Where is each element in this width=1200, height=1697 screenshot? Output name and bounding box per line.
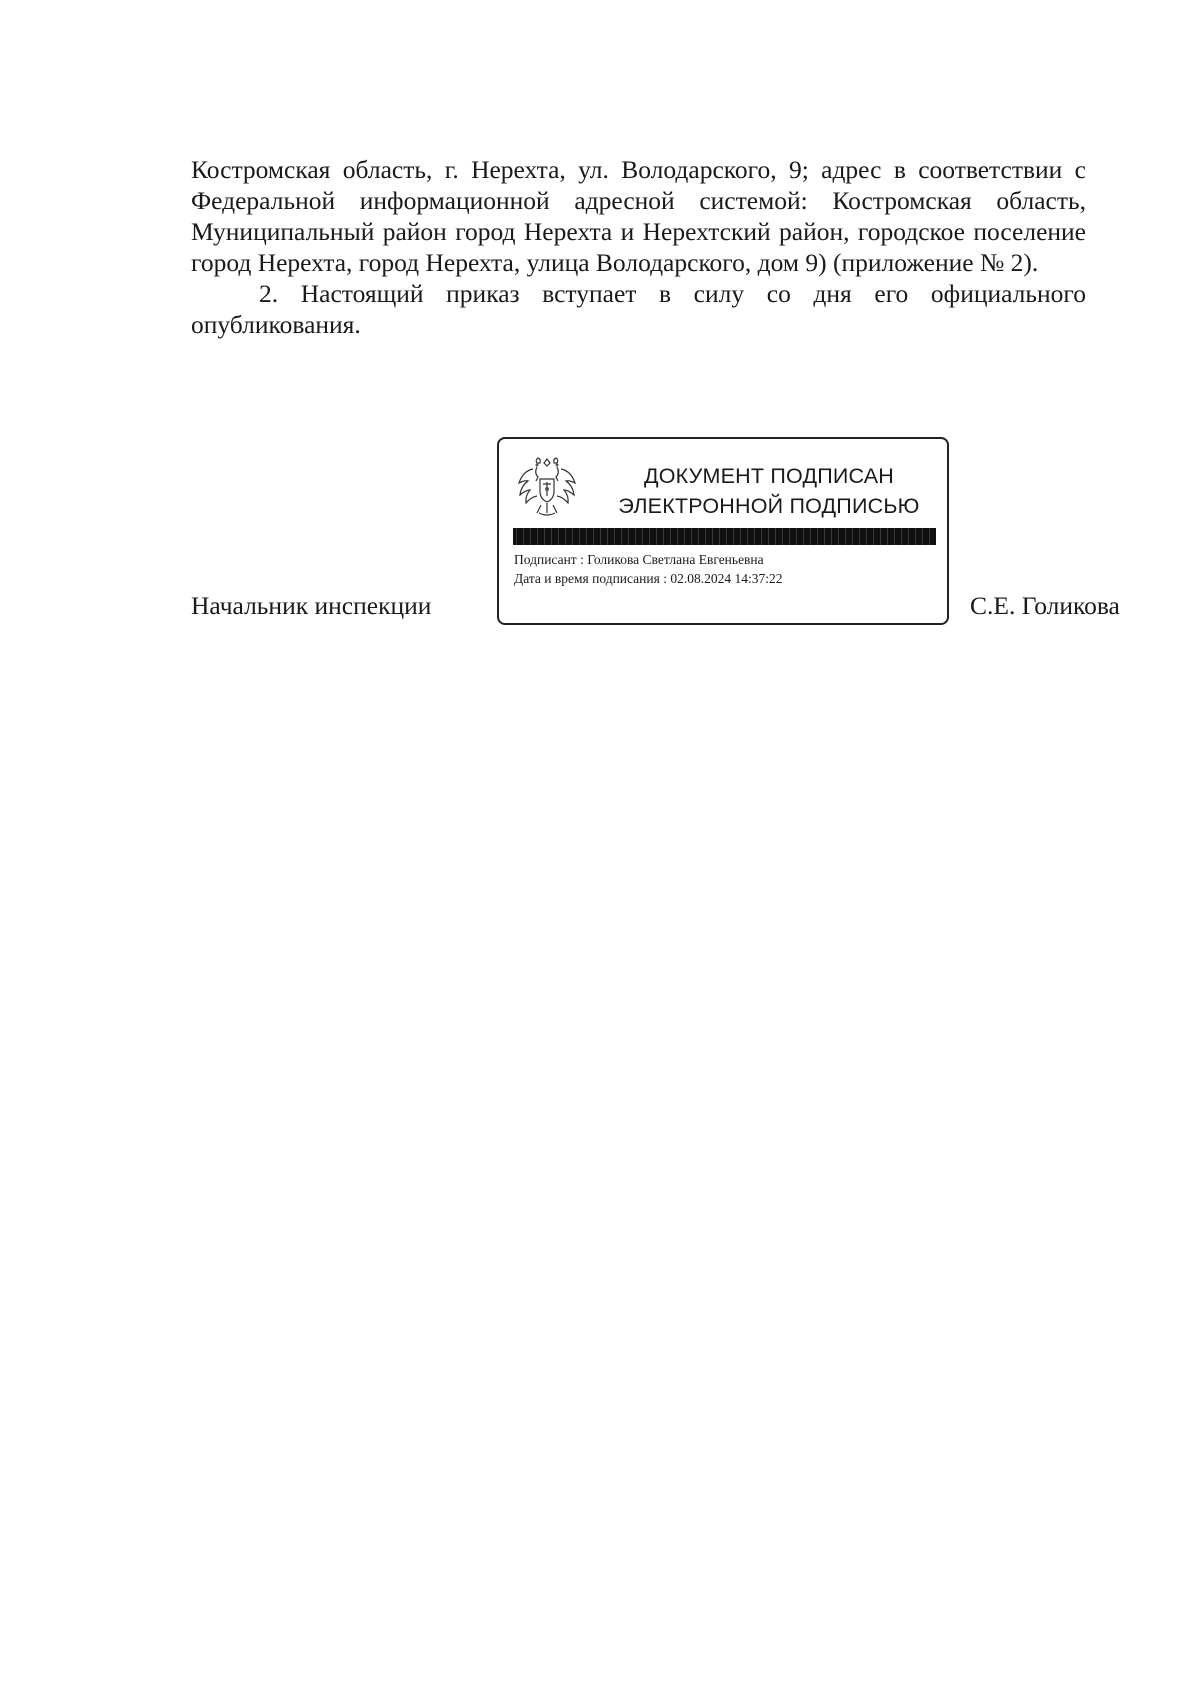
stamp-title-line2: ЭЛЕКТРОННОЙ ПОДПИСЬЮ [618, 494, 920, 518]
certificate-bar [513, 528, 936, 545]
signer-position: Начальник инспекции [191, 591, 432, 620]
signer-name: С.Е. Голикова [970, 591, 1120, 620]
coat-of-arms-icon [513, 453, 581, 521]
stamp-title [599, 461, 939, 521]
stamp-title-line1: ДОКУМЕНТ ПОДПИСАН [643, 464, 895, 488]
stamp-signer: Подписант : Голикова Светлана Евгеньевна [514, 552, 764, 567]
electronic-signature-stamp [497, 437, 949, 625]
paragraph-address: Костромская область, г. Нерехта, ул. Володарского, 9; адрес в соответствии с Федеральной информационной адресной системой: Костромская область, Муниципальный район город Нерехта и Нерехтский район, городское поселение город Нерехта, город Нерехта, улица Володарского, дом 9) (приложение № 2). [191, 155, 1086, 277]
paragraph-effective-date: 2. Настоящий приказ вступает в силу со дня его официального опубликования. [191, 279, 1086, 339]
stamp-datetime: Дата и время подписания : 02.08.2024 14:37:22 [514, 571, 783, 586]
